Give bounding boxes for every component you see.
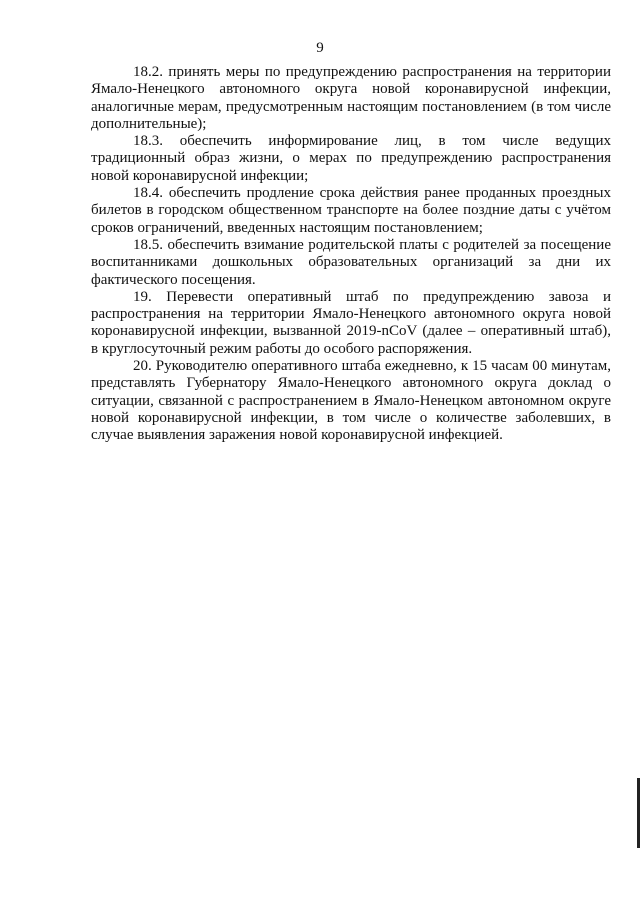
paragraph-19: 19. Перевести оперативный штаб по предупреждению завоза и распространения на территории Ямало-Ненецкого автономного округа новой коронавирусной инфекции, вызванной 2019-nCoV (далее – оперативный штаб), в круглосуточный режим работы до особого распоряжения. <box>91 288 611 357</box>
document-body <box>91 64 611 445</box>
paragraph-20: 20. Руководителю оперативного штаба ежедневно, к 15 часам 00 минутам, представлять Губернатору Ямало-Ненецкого автономного округа доклад о ситуации, связанной с распространением в Ямало-Ненецком автономном округе новой коронавирусной инфекции, в том числе о количестве заболевших, в случае выявления заражения новой коронавирусной инфекцией. <box>91 358 611 444</box>
paragraph-18-4: 18.4. обеспечить продление срока действия ранее проданных проездных билетов в городском общественном транспорте на более поздние даты с учётом сроков ограничений, введенных настоящим постановлением; <box>91 185 611 236</box>
paragraph-18-5: 18.5. обеспечить взимание родительской платы с родителей за посещение воспитанниками дошкольных образовательных организаций за дни их фактического посещения. <box>91 236 611 288</box>
paragraph-18-3: 18.3. обеспечить информирование лиц, в том числе ведущих традиционный образ жизни, о мерах по предупреждению распространения новой коронавирусной инфекции; <box>91 133 611 184</box>
page-number: 9 <box>316 40 324 56</box>
paragraph-18-2: 18.2. принять меры по предупреждению распространения на территории Ямало-Ненецкого автономного округа новой коронавирусной инфекции, аналогичные мерам, предусмотренным настоящим постановлением (в том числе дополнительные); <box>91 64 611 132</box>
